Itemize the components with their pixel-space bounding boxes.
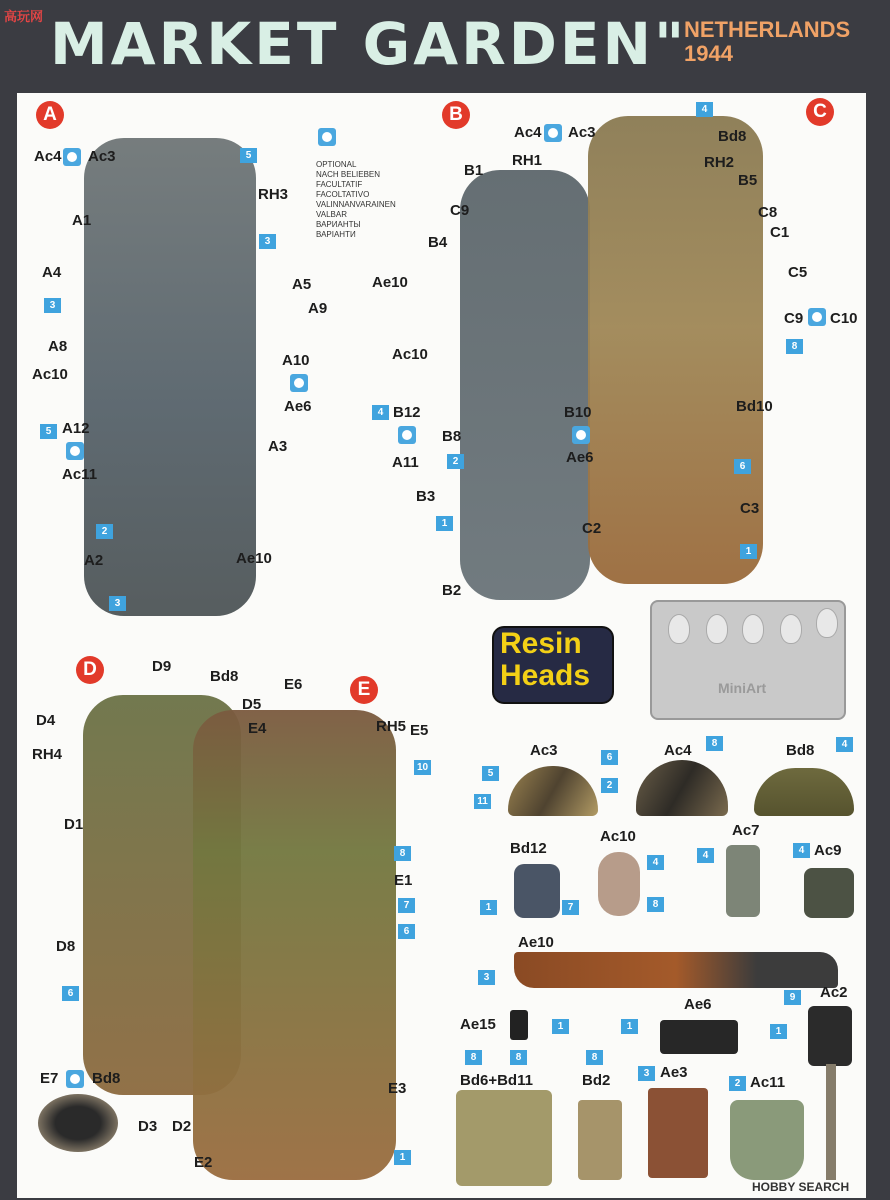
optional-note: OPTIONAL NACH BELIEBEN FACULTATIF FACOLTATIVO VALINNANVARAINEN VALBAR ВАРИАНТЫ ВАРІАНТИ (316, 160, 396, 239)
part-label-bd2: Bd2 (582, 1072, 611, 1089)
label-d1: D1 (64, 816, 84, 833)
label-d2: D2 (172, 1118, 192, 1135)
label-a5: A5 (292, 276, 312, 293)
figure-letter-a: A (36, 101, 64, 129)
color-code: 3 (259, 234, 276, 249)
label-e3: E3 (388, 1080, 407, 1097)
bread-bag-ac11 (730, 1100, 804, 1180)
color-code: 5 (240, 148, 257, 163)
color-code: 6 (62, 986, 79, 1001)
label-a8: A8 (48, 338, 68, 355)
label-bd10: Bd10 (736, 398, 773, 415)
optional-icon (66, 1070, 84, 1088)
label-c5: C5 (788, 264, 808, 281)
figure-letter-d: D (76, 656, 104, 684)
figure-e-soldier (193, 710, 396, 1180)
color-code: 8 (394, 846, 411, 861)
optional-icon (398, 426, 416, 444)
rifle-ae10 (514, 952, 838, 988)
part-label-ae3: Ae3 (660, 1064, 688, 1081)
label-ac4: Ac4 (34, 148, 62, 165)
color-code: 8 (465, 1050, 482, 1065)
color-code: 4 (793, 843, 810, 858)
part-label-ac9: Ac9 (814, 842, 842, 859)
label-b4: B4 (428, 234, 448, 251)
label-rh3: RH3 (258, 186, 289, 203)
label-d9: D9 (152, 658, 172, 675)
part-label-ae15: Ae15 (460, 1016, 496, 1033)
label-rh4: RH4 (32, 746, 63, 763)
color-code: 1 (436, 516, 453, 531)
label-ae10: Ae10 (372, 274, 408, 291)
label-ae10: Ae10 (236, 550, 272, 567)
color-code: 8 (586, 1050, 603, 1065)
label-a1: A1 (72, 212, 92, 229)
optional-icon (290, 374, 308, 392)
color-code: 5 (40, 424, 57, 439)
label-ac4: Ac4 (514, 124, 542, 141)
subtitle (684, 18, 850, 66)
label-ae6: Ae6 (284, 398, 312, 415)
part-label-ac3: Ac3 (530, 742, 558, 759)
color-code: 1 (621, 1019, 638, 1034)
part-label-ac11: Ac11 (750, 1074, 786, 1091)
part-label-ae6: Ae6 (684, 996, 712, 1013)
label-c9: C9 (450, 202, 470, 219)
flashlight-ae15 (510, 1010, 528, 1040)
label-b10: B10 (564, 404, 592, 421)
page-title: MARKET GARDEN" (50, 10, 688, 78)
part-label-ac10: Ac10 (600, 828, 636, 845)
helmet-interior (38, 1094, 118, 1152)
label-b3: B3 (416, 488, 436, 505)
color-code: 2 (96, 524, 113, 539)
label-e4: E4 (248, 720, 267, 737)
figure-c-soldier (588, 116, 763, 584)
label-bd8: Bd8 (718, 128, 747, 145)
entrenching-tool-ac2 (808, 1006, 852, 1066)
head-part (706, 614, 728, 644)
part-label-bd6-bd11: Bd6+Bd11 (460, 1072, 533, 1089)
label-c2: C2 (582, 520, 602, 537)
optional-icon (63, 148, 81, 166)
resin-heads-logo: Resin Heads (494, 628, 612, 702)
part-label-bd12: Bd12 (510, 840, 547, 857)
color-code: 8 (786, 339, 803, 354)
label-a2: A2 (84, 552, 104, 569)
figure-letter-e: E (350, 676, 378, 704)
mess-tin-ac9 (804, 868, 854, 918)
label-bd8: Bd8 (92, 1070, 121, 1087)
label-c9: C9 (784, 310, 804, 327)
color-code: 3 (478, 970, 495, 985)
label-a4: A4 (42, 264, 62, 281)
label-a10: A10 (282, 352, 310, 369)
ammo-pouch-ae6 (660, 1020, 738, 1054)
label-a9: A9 (308, 300, 328, 317)
label-ac3: Ac3 (568, 124, 596, 141)
label-b2: B2 (442, 582, 462, 599)
part-label-ac2: Ac2 (820, 984, 848, 1001)
head-part (742, 614, 764, 644)
color-code: 4 (697, 848, 714, 863)
label-a3: A3 (268, 438, 288, 455)
color-code: 7 (562, 900, 579, 915)
label-d5: D5 (242, 696, 262, 713)
figure-a-soldier (84, 138, 256, 616)
gasmask-can-ac7 (726, 845, 760, 917)
label-d3: D3 (138, 1118, 158, 1135)
label-e5: E5 (410, 722, 429, 739)
color-code: 2 (729, 1076, 746, 1091)
label-a11: A11 (392, 454, 419, 471)
label-c10: C10 (830, 310, 858, 327)
color-code: 1 (480, 900, 497, 915)
color-code: 4 (647, 855, 664, 870)
label-ac10: Ac10 (392, 346, 428, 363)
label-a12: A12 (62, 420, 90, 437)
label-d8: D8 (56, 938, 76, 955)
color-code: 4 (696, 102, 713, 117)
color-code: 1 (740, 544, 757, 559)
map-case-bd6 (456, 1090, 552, 1186)
label-b12: B12 (393, 404, 421, 421)
label-e6: E6 (284, 676, 303, 693)
optional-icon (544, 124, 562, 142)
color-code: 9 (784, 990, 801, 1005)
color-code: 6 (601, 750, 618, 765)
color-code: 3 (638, 1066, 655, 1081)
label-ac3: Ac3 (88, 148, 116, 165)
label-c1: C1 (770, 224, 790, 241)
label-rh5: RH5 (376, 718, 407, 735)
color-code: 3 (109, 596, 126, 611)
color-code: 6 (734, 459, 751, 474)
color-code: 3 (44, 298, 61, 313)
color-code: 5 (482, 766, 499, 781)
part-label-ac7: Ac7 (732, 822, 760, 839)
pouch-bd2 (578, 1100, 622, 1180)
subtitle-year: 1944 (684, 41, 733, 66)
optional-icon (572, 426, 590, 444)
color-code: 8 (647, 897, 664, 912)
label-b8: B8 (442, 428, 462, 445)
label-rh1: RH1 (512, 152, 543, 169)
part-label-bd8: Bd8 (786, 742, 815, 759)
figure-letter-c: C (806, 98, 834, 126)
head-part (816, 608, 838, 638)
canteen-bd12 (514, 864, 560, 918)
sprue-brand: MiniArt (718, 680, 767, 696)
label-e2: E2 (194, 1154, 213, 1171)
label-rh2: RH2 (704, 154, 735, 171)
canteen-ac10 (598, 852, 640, 916)
color-code: 6 (398, 924, 415, 939)
figure-letter-b: B (442, 101, 470, 129)
part-label-ae10: Ae10 (518, 934, 554, 951)
head-part (780, 614, 802, 644)
color-code: 1 (552, 1019, 569, 1034)
color-code: 1 (394, 1150, 411, 1165)
optional-icon (66, 442, 84, 460)
color-code: 8 (510, 1050, 527, 1065)
part-label-ac4: Ac4 (664, 742, 692, 759)
label-c3: C3 (740, 500, 760, 517)
entrenching-tool-handle (826, 1064, 836, 1180)
label-ae6: Ae6 (566, 449, 594, 466)
figure-b-soldier (460, 170, 590, 600)
label-ac11: Ac11 (62, 466, 98, 483)
label-bd8: Bd8 (210, 668, 239, 685)
label-e1: E1 (394, 872, 413, 889)
label-ac10: Ac10 (32, 366, 68, 383)
optional-icon (808, 308, 826, 326)
color-code: 4 (836, 737, 853, 752)
resin-heads-sprue (650, 600, 846, 720)
subtitle-country: NETHERLANDS (684, 17, 851, 42)
color-code: 11 (474, 794, 491, 809)
color-code: 7 (398, 898, 415, 913)
top-watermark: 高玩网 (4, 9, 44, 24)
bottom-watermark: HOBBY SEARCH (752, 1180, 850, 1194)
color-code: 8 (706, 736, 723, 751)
color-code: 4 (372, 405, 389, 420)
color-code: 10 (414, 760, 431, 775)
label-b5: B5 (738, 172, 758, 189)
color-code: 2 (447, 454, 464, 469)
label-e7: E7 (40, 1070, 59, 1087)
map-case-ae3 (648, 1088, 708, 1178)
optional-icon (318, 128, 336, 146)
label-c8: C8 (758, 204, 778, 221)
color-code: 2 (601, 778, 618, 793)
color-code: 1 (770, 1024, 787, 1039)
head-part (668, 614, 690, 644)
label-b1: B1 (464, 162, 484, 179)
label-d4: D4 (36, 712, 56, 729)
